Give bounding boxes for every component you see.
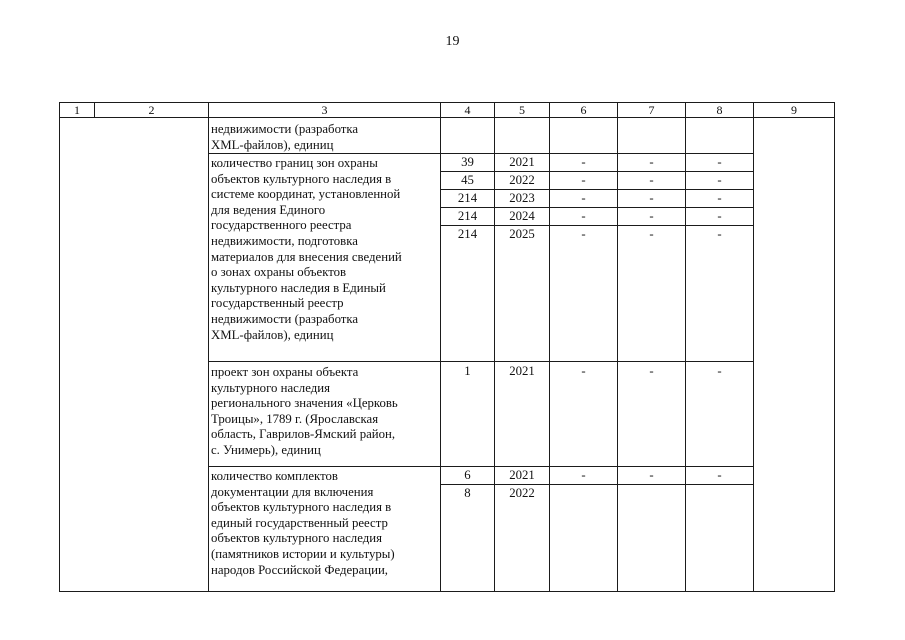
value-col-8: - xyxy=(717,227,722,241)
value-col-6: - xyxy=(581,155,586,169)
value-col-6: - xyxy=(581,173,586,187)
column-header-5: 5 xyxy=(519,103,525,117)
column-header-6: 6 xyxy=(580,103,587,117)
value-col-6: - xyxy=(581,191,586,205)
value-col-8: - xyxy=(717,173,722,187)
year-row-separator xyxy=(440,207,754,208)
block-separator xyxy=(208,361,754,362)
value-col-6: - xyxy=(581,209,586,223)
indicator-value: 1 xyxy=(464,364,471,378)
indicator-value: 6 xyxy=(464,468,471,482)
value-col-8: - xyxy=(717,155,722,169)
value-col-8: - xyxy=(717,468,722,482)
indicator-year: 2021 xyxy=(509,155,535,169)
value-col-7: - xyxy=(649,191,654,205)
page-number: 19 xyxy=(445,34,460,49)
year-row-separator xyxy=(440,171,754,172)
col-9-right-border xyxy=(834,102,835,592)
column-header-4: 4 xyxy=(464,103,471,117)
value-col-6: - xyxy=(581,364,586,378)
data-table xyxy=(59,102,835,592)
indicator-year: 2022 xyxy=(509,173,535,187)
block-separator xyxy=(208,466,754,467)
column-header-8: 8 xyxy=(716,103,723,117)
indicator-year: 2025 xyxy=(509,227,535,241)
value-col-7: - xyxy=(649,173,654,187)
indicator-description: количество комплектов документации для включения объектов культурного наследия в единый государственный реестр объектов культурного наследия (памятников истории и культуры) народов Российской Федерации, xyxy=(211,469,395,577)
column-header-9: 9 xyxy=(791,103,797,117)
column-header-7: 7 xyxy=(648,103,655,117)
column-header-2: 2 xyxy=(148,103,155,117)
indicator-value: 39 xyxy=(461,155,474,169)
col-2-3-divider xyxy=(208,102,209,592)
indicator-description: недвижимости (разработка XML-файлов), единиц xyxy=(211,122,359,152)
indicator-description: количество границ зон охраны объектов культурного наследия в системе координат, установленной для ведения Единого государственного реестра недвижимости, подготовка материалов для внесения сведений о зонах охраны объектов культурного наследия в Единый государственный реестр недвижимости (разработка XML-файлов), единиц xyxy=(211,156,402,342)
value-col-7: - xyxy=(649,227,654,241)
table-bottom-border xyxy=(59,591,835,592)
value-col-6: - xyxy=(581,468,586,482)
column-header-3: 3 xyxy=(321,103,328,117)
indicator-value: 45 xyxy=(461,173,474,187)
col-1-left-border xyxy=(59,102,60,592)
indicator-value: 214 xyxy=(457,227,478,241)
year-row-separator xyxy=(440,189,754,190)
indicator-value: 8 xyxy=(464,486,471,500)
value-col-7: - xyxy=(649,209,654,223)
indicator-year: 2024 xyxy=(509,209,535,223)
year-row-separator xyxy=(440,225,754,226)
indicator-year: 2021 xyxy=(509,468,535,482)
indicator-year: 2022 xyxy=(509,486,535,500)
indicator-value: 214 xyxy=(457,191,478,205)
value-col-7: - xyxy=(649,364,654,378)
indicator-year: 2023 xyxy=(509,191,535,205)
column-header-1: 1 xyxy=(74,103,80,117)
indicator-value: 214 xyxy=(457,209,478,223)
year-row-separator xyxy=(440,484,754,485)
value-col-8: - xyxy=(717,191,722,205)
value-col-8: - xyxy=(717,364,722,378)
value-col-8: - xyxy=(717,209,722,223)
value-col-6: - xyxy=(581,227,586,241)
col-8-9-divider xyxy=(753,102,754,592)
header-bottom-border xyxy=(59,117,835,118)
value-col-7: - xyxy=(649,155,654,169)
indicator-year: 2021 xyxy=(509,364,535,378)
indicator-description: проект зон охраны объекта культурного наследия регионального значения «Церковь Троицы», 1789 г. (Ярославская область, Гаврилов-Ямский район, с. Унимерь), единиц xyxy=(211,365,398,457)
value-col-7: - xyxy=(649,468,654,482)
